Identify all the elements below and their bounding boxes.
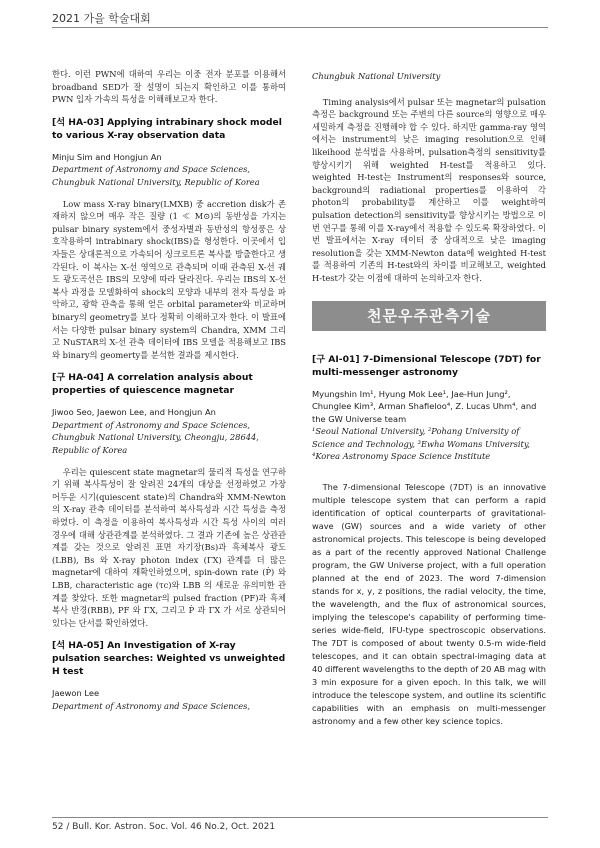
right-column: [312, 70, 546, 728]
ha04-authors: Jiwoo Seo, Jaewon Lee, and Hongjun An: [52, 407, 216, 418]
journal-header: 2021 가을 학술대회: [52, 12, 151, 25]
ai01-authors: Myungshin Im¹, Hyung Mok Lee¹, Jae-Hun Jung², Chunglee Kim³, Arman Shafieloo⁴, Z. Lucas Uhm⁴, and the GW Universe team: [312, 388, 537, 424]
page-footer: 52 / Bull. Kor. Astron. Soc. Vol. 46 No.2, Oct. 2021: [52, 822, 276, 832]
ai01-affiliation: ¹Seoul National University, ²Pohang University of Science and Technology, ³Ewha Womans University, ⁴Korea Astronomy Space Science Institute: [312, 426, 531, 462]
ha05-affiliation-cont: Chungbuk National University: [312, 71, 441, 81]
ha05-body: Timing analysis에서 pulsar 또는 magnetar의 pulsation 측정은 background 또는 주변의 다른 source의 영향으로 매우 세밀하게 측정을 진행해야 합 수 있다. 하지만 gamma-ray 영역에서는 instrument의 낮은 imaging resolution으로 인해 likeihood 분석법을 사용하며, pulsation측정의 sensitivity를 향상시키기 위해 weighted H-test를 적용하고 있다. weighted H-test는 Instrument의 responses와 source, background의 radiational properties를 이용하여 각 photon의 probability를 계산하고 이를 weight하여 pulsation detection의 sensitivity를 향상시키는 방법으로 이번 연구를 통해 이를 X-ray에서 적용할 수 있도록 확장하였다. 이번 발표에서는 X-ray 데이터 중 상대적으로 낮은 imaging resolution을 갖는 XMM-Newton data에 weighted H-test를 적용하여 기존의 H-test와의 차이를 비교해보고, weighted H-test가 갖는 이점에 대하여 논의하고자 한다.: [312, 96, 546, 283]
ha05-title: [석 HA-05] An Investigation of X-ray pulsation searches: Weighted vs unweighted H test: [52, 640, 286, 678]
ha05-authors: Jaewon Lee: [52, 688, 100, 699]
section-banner: 천문우주관측기술: [312, 301, 546, 331]
ha03-title: [석 HA-03] Applying intrabinary shock model to various X-ray observation data: [52, 116, 282, 141]
ha03-affiliation: Department of Astronomy and Space Sciences, Chungbuk National University, Republic of Korea: [52, 164, 260, 187]
ha04-body: 우리는 quiescent state magnetar의 물리적 특성을 연구하기 위해 복사특성이 잘 알려진 24개의 대상을 선정하였고 가장 어두운 시기(quiescent state)의 Chandra와 XMM-Newton의 X-ray 관측 데이터를 분석하여 복사특성과 시간 특성을 측정하였다. 이 측정을 이용하여 복사특성과 시간 특성 사이의 여러 경우에 대해 상관관계를 분석하였다. 그 결과 기존에 높은 상관관계를 갖는 것으로 알려진 표면 자기장(Bs)과 흑체복사 광도(LBB), Bs 와 X-ray photon index (ΓX) 관계를 더 많은 magnetar에 대하여 재확인하였으며, spin-down rate (Ṗ) 와 LBB, characteristic age (τc)와 LBB 의 새로운 유의미한 관계를 찾았다. 또한 magnetar의 pulsed fraction (PF)과 흑체복사 반경(RBB), PF 와 ΓX, 그리고 Ṗ 과 ΓX 가 서로 상관되어 있다는 단서를 확인하였다.: [52, 466, 286, 628]
ha04-title: [구 HA-04] A correlation analysis about properties of quiescence magnetar: [52, 372, 253, 397]
footer-rule: [52, 817, 548, 818]
ha05-affiliation: Department of Astronomy and Space Sciences,: [52, 700, 251, 711]
left-column: [52, 68, 286, 722]
spacer: [312, 472, 546, 481]
ai01-body: The 7-dimensional Telescope (7DT) is an innovative multiple telescope system that can perform a rapid identification of optical counterparts of gravitational-wave (GW) sources and a wide variety of other astronomical projects. This telescope is being developed as a part of the recently approved National Challenge program, the GW Universe project, with a full operation planned at the end of 2023. The word 7-dimension stands for x, y, z positions, the radial velocity, the time, the wavelength, and the flux of astronomical sources, implying the telescope's capability of performing time-series wide-field, IFU-type spectroscopic observations. The 7DT is composed of about twenty 0.5-m wide-field telescopes, and it can obtain spectral-imaging data at 40 different wavelengths to the depth of 20 AB mag with 3 min exposure for a given epoch. In this talk, we will introduce the telescope system, and outline its scientific capabilities with an emphasis on multi-messenger astronomy and a few other key science topics.: [312, 482, 546, 727]
ha03-authors: Minju Sim and Hongjun An: [52, 151, 162, 162]
ha04-affiliation: Department of Astronomy and Space Sciences, Chungbuk National University, Cheongju, 28644, Republic of Korea: [52, 419, 259, 456]
ha03-body: Low mass X-ray binary(LMXB) 중 accretion disk가 존재하지 않으며 매우 작은 질량 (1 ≪ M⊙)의 동반성을 가지는 pulsar binary system에서 중성자별과 동반성의 항성풍은 상호작용하여 intrabinary shock(IBS)을 형성한다. 이곳에서 입자들은 상대론적으로 가속되어 싱크로트론 복사를 방출한다고 생각된다. 이 복사는 X-선 영역으로 관측되며 이때 관측된 X-선 궤도 광도곡선은 IBS의 모양에 따라 달라진다. 우리는 IBS의 X-선 복사 과정을 모델화하여 shock의 모양과 내부의 전자 특성을 파악하고, 광학 관측을 통해 얻은 orbital parameter와 비교하며 binary의 geometry를 보다 정확히 이해하고자 한다. 이 발표에서는 다양한 pulsar binary system의 Chandra, XMM 그리고 NuSTAR의 X-선 관측 데이터에 IBS 모델을 적용해보고 IBS와 binary의 geomerty를 분석한 결과를 제시한다.: [52, 198, 286, 360]
intro-paragraph: 한다. 이런 PWN에 대하여 우리는 이중 전자 분포를 이용해서 broadband SED가 잘 설명이 되는지 확인하고 이를 통하여 PWN 입자 가속의 특성을 이해해보고자 한다.: [52, 69, 286, 105]
ai01-title: [구 AI-01] 7-Dimensional Telescope (7DT) for multi-messenger astronomy: [312, 353, 541, 378]
header-rule: [52, 27, 548, 28]
